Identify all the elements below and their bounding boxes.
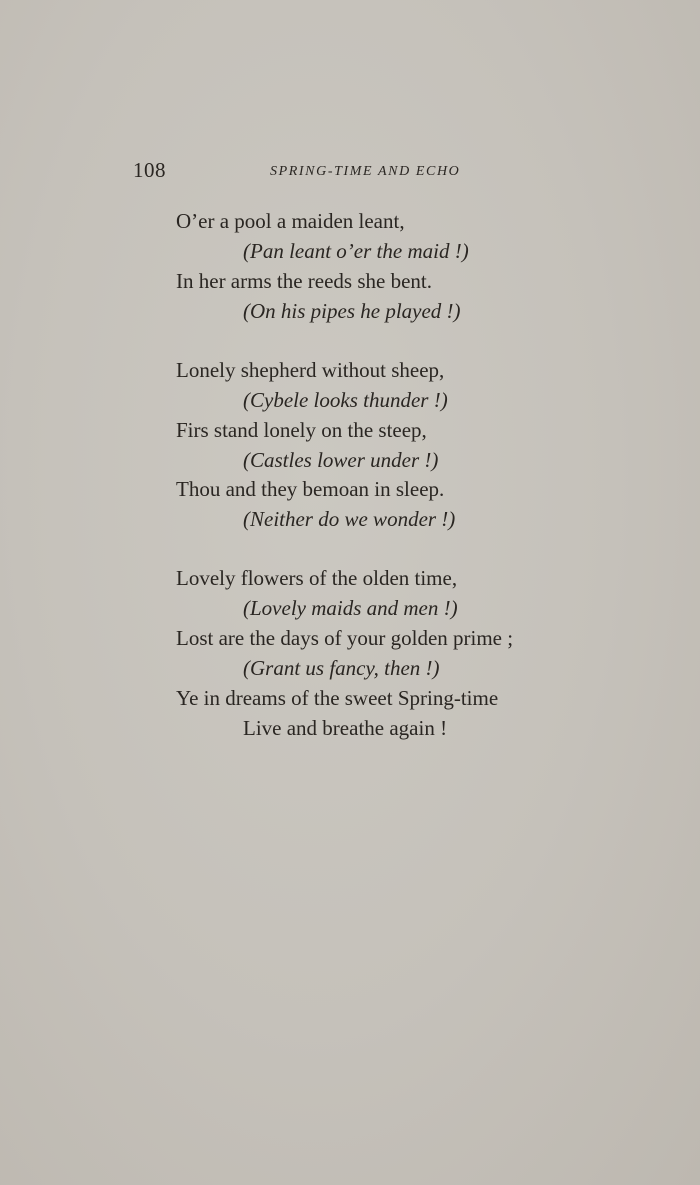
poem-line: Lonely shepherd without sheep, [176,358,445,382]
poem-line-refrain: (On his pipes he played !) [243,299,461,323]
poem-line-refrain: (Grant us fancy, then !) [243,656,440,680]
poem-line: Thou and they bemoan in sleep. [176,477,445,501]
poem-line-refrain: (Lovely maids and men !) [243,596,458,620]
poem-line-refrain: (Neither do we wonder !) [243,507,456,531]
poem-line: In her arms the reeds she bent. [176,269,432,293]
poem-line-refrain: (Castles lower under !) [243,448,439,472]
poem-line-refrain: (Pan leant o’er the maid !) [243,239,469,263]
poem-line: Firs stand lonely on the steep, [176,418,427,442]
poem-line: Live and breathe again ! [243,716,448,740]
poem-line: O’er a pool a maiden leant, [176,209,405,233]
running-title: SPRING-TIME AND ECHO [270,164,461,179]
poem-line: Lovely flowers of the olden time, [176,566,458,590]
poem-line: Lost are the days of your golden prime ; [176,626,514,650]
poem-line-refrain: (Cybele looks thunder !) [243,388,448,412]
page-number: 108 [133,158,166,182]
poem-line: Ye in dreams of the sweet Spring-time [176,686,499,710]
